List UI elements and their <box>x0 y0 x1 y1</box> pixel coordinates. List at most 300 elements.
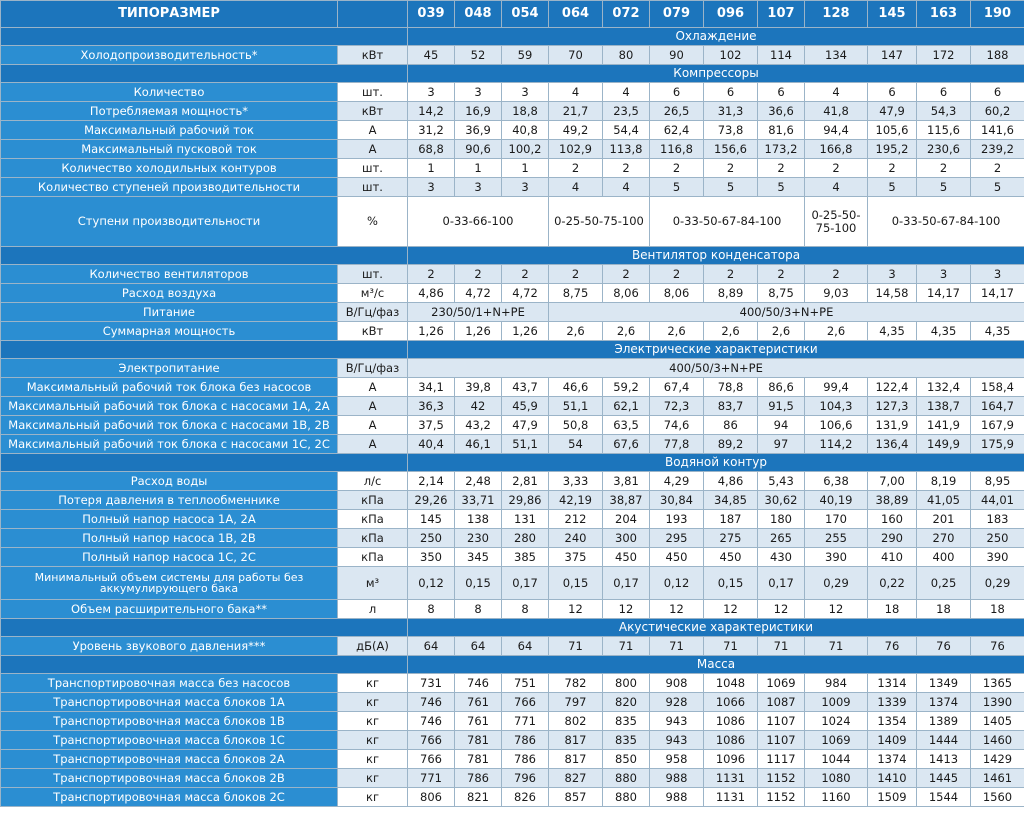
row-value: 33,71 <box>455 491 502 510</box>
row-value: 1131 <box>704 769 758 788</box>
row-value: 167,9 <box>971 416 1024 435</box>
row-value: 857 <box>549 788 603 807</box>
model-header: 079 <box>650 1 704 28</box>
table-row <box>1 140 1024 159</box>
table-row <box>1 769 1024 788</box>
table-row <box>1 637 1024 656</box>
row-value: 4,86 <box>408 284 455 303</box>
row-value: 1087 <box>758 693 805 712</box>
row-value: 45,9 <box>502 397 549 416</box>
row-label: Электропитание <box>1 359 338 378</box>
row-value: 766 <box>408 750 455 769</box>
row-value: 54,4 <box>603 121 650 140</box>
row-value: 797 <box>549 693 603 712</box>
row-value: 450 <box>650 548 704 567</box>
row-value: 1044 <box>805 750 868 769</box>
specification-table-body <box>1 1 1024 807</box>
row-value: 12 <box>549 600 603 619</box>
row-value: 2 <box>603 265 650 284</box>
row-value: 114 <box>758 46 805 65</box>
row-unit: кПа <box>338 548 408 567</box>
row-value: 1409 <box>868 731 917 750</box>
row-value: 64 <box>408 637 455 656</box>
row-value: 14,17 <box>971 284 1024 303</box>
row-value: 91,5 <box>758 397 805 416</box>
row-value: 817 <box>549 731 603 750</box>
row-value: 2,6 <box>549 322 603 341</box>
row-value: 400/50/3+N+PE <box>549 303 1024 322</box>
row-value: 18,8 <box>502 102 549 121</box>
row-value: 2,14 <box>408 472 455 491</box>
model-header: 145 <box>868 1 917 28</box>
row-label: Количество <box>1 83 338 102</box>
row-value: 250 <box>971 529 1024 548</box>
section-header-row <box>1 65 1024 83</box>
row-value: 2 <box>502 265 549 284</box>
row-value: 1086 <box>704 731 758 750</box>
row-value: 54 <box>549 435 603 454</box>
row-value: 34,85 <box>704 491 758 510</box>
row-value: 450 <box>603 548 650 567</box>
row-value: 31,3 <box>704 102 758 121</box>
row-value: 835 <box>603 731 650 750</box>
row-value: 375 <box>549 548 603 567</box>
row-unit: кПа <box>338 510 408 529</box>
row-unit: кг <box>338 712 408 731</box>
row-label: Потребляемая мощность* <box>1 102 338 121</box>
row-label: Транспортировочная масса блоков 2С <box>1 788 338 807</box>
row-value: 71 <box>603 637 650 656</box>
row-value: 54,3 <box>917 102 971 121</box>
row-label: Холодопроизводительность* <box>1 46 338 65</box>
row-value: 782 <box>549 674 603 693</box>
model-header: 048 <box>455 1 502 28</box>
section-title: Охлаждение <box>408 28 1024 46</box>
row-value: 2 <box>650 265 704 284</box>
row-label: Транспортировочная масса блоков 2А <box>1 750 338 769</box>
row-value: 132,4 <box>917 378 971 397</box>
row-label: Максимальный рабочий ток блока с насосами 1А, 2А <box>1 397 338 416</box>
row-value: 3 <box>455 83 502 102</box>
row-value: 78,8 <box>704 378 758 397</box>
row-value: 1544 <box>917 788 971 807</box>
row-value: 0,15 <box>455 567 502 600</box>
row-value: 1009 <box>805 693 868 712</box>
row-value: 1,26 <box>408 322 455 341</box>
model-header: 064 <box>549 1 603 28</box>
row-value: 4,86 <box>704 472 758 491</box>
row-value: 67,6 <box>603 435 650 454</box>
row-label: Максимальный рабочий ток <box>1 121 338 140</box>
row-value: 76 <box>971 637 1024 656</box>
row-value: 76 <box>868 637 917 656</box>
row-label: Количество вентиляторов <box>1 265 338 284</box>
row-value: 731 <box>408 674 455 693</box>
row-value: 4 <box>805 178 868 197</box>
row-value: 71 <box>805 637 868 656</box>
row-value: 2 <box>603 159 650 178</box>
row-value: 180 <box>758 510 805 529</box>
row-value: 781 <box>455 731 502 750</box>
row-label: Количество холодильных контуров <box>1 159 338 178</box>
row-value: 26,5 <box>650 102 704 121</box>
row-value: 1024 <box>805 712 868 731</box>
row-value: 51,1 <box>549 397 603 416</box>
row-value: 3,33 <box>549 472 603 491</box>
row-value: 4,35 <box>917 322 971 341</box>
row-value: 4 <box>549 178 603 197</box>
row-unit: А <box>338 397 408 416</box>
row-value: 4,35 <box>868 322 917 341</box>
row-unit: кг <box>338 674 408 693</box>
capacity-steps-group: 0-33-66-100 <box>408 197 549 247</box>
row-value: 115,6 <box>917 121 971 140</box>
row-value: 156,6 <box>704 140 758 159</box>
row-value: 147 <box>868 46 917 65</box>
row-value: 1461 <box>971 769 1024 788</box>
row-value: 746 <box>455 674 502 693</box>
row-value: 2 <box>758 159 805 178</box>
row-value: 102,9 <box>549 140 603 159</box>
row-unit: л <box>338 600 408 619</box>
row-value: 52 <box>455 46 502 65</box>
row-value: 1 <box>502 159 549 178</box>
row-value: 36,6 <box>758 102 805 121</box>
row-value: 183 <box>971 510 1024 529</box>
row-value: 7,00 <box>868 472 917 491</box>
row-value: 835 <box>603 712 650 731</box>
table-row <box>1 265 1024 284</box>
row-value: 230/50/1+N+PE <box>408 303 549 322</box>
row-value: 173,2 <box>758 140 805 159</box>
row-value: 8,19 <box>917 472 971 491</box>
row-value: 430 <box>758 548 805 567</box>
row-value: 0,12 <box>408 567 455 600</box>
row-value: 230,6 <box>917 140 971 159</box>
row-value: 46,1 <box>455 435 502 454</box>
row-value: 2 <box>549 265 603 284</box>
row-value: 0,25 <box>917 567 971 600</box>
row-unit: А <box>338 435 408 454</box>
row-unit: А <box>338 378 408 397</box>
row-value: 90,6 <box>455 140 502 159</box>
row-label: Транспортировочная масса блоков 1А <box>1 693 338 712</box>
row-value: 158,4 <box>971 378 1024 397</box>
row-value: 122,4 <box>868 378 917 397</box>
section-header-row <box>1 247 1024 265</box>
row-value: 230 <box>455 529 502 548</box>
row-value: 4 <box>603 178 650 197</box>
row-unit: кг <box>338 788 408 807</box>
row-value: 6 <box>704 83 758 102</box>
row-unit: кВт <box>338 46 408 65</box>
model-header: 039 <box>408 1 455 28</box>
row-value: 880 <box>603 788 650 807</box>
row-value: 114,2 <box>805 435 868 454</box>
row-value: 8 <box>408 600 455 619</box>
row-value: 1429 <box>971 750 1024 769</box>
row-unit: кПа <box>338 491 408 510</box>
row-value: 136,4 <box>868 435 917 454</box>
table-row <box>1 712 1024 731</box>
row-value: 295 <box>650 529 704 548</box>
row-value: 12 <box>704 600 758 619</box>
row-value: 89,2 <box>704 435 758 454</box>
row-value: 2 <box>549 159 603 178</box>
row-value: 45 <box>408 46 455 65</box>
section-header-spacer <box>1 619 408 637</box>
row-value: 2 <box>704 159 758 178</box>
table-row <box>1 491 1024 510</box>
section-header-spacer <box>1 341 408 359</box>
row-value: 193 <box>650 510 704 529</box>
row-unit: А <box>338 121 408 140</box>
row-value: 105,6 <box>868 121 917 140</box>
row-value: 0,12 <box>650 567 704 600</box>
row-value: 4 <box>603 83 650 102</box>
model-header: 163 <box>917 1 971 28</box>
table-row <box>1 159 1024 178</box>
row-value: 40,4 <box>408 435 455 454</box>
row-value: 1107 <box>758 712 805 731</box>
row-value: 201 <box>917 510 971 529</box>
row-value: 3 <box>455 178 502 197</box>
row-value: 62,1 <box>603 397 650 416</box>
row-value: 5,43 <box>758 472 805 491</box>
row-value: 345 <box>455 548 502 567</box>
row-value: 820 <box>603 693 650 712</box>
row-value: 6 <box>868 83 917 102</box>
row-value: 116,8 <box>650 140 704 159</box>
row-label: Транспортировочная масса без насосов <box>1 674 338 693</box>
row-value: 64 <box>455 637 502 656</box>
row-value: 170 <box>805 510 868 529</box>
row-unit: кг <box>338 750 408 769</box>
row-value: 1460 <box>971 731 1024 750</box>
row-value: 1374 <box>868 750 917 769</box>
row-value: 1389 <box>917 712 971 731</box>
row-value: 3 <box>502 83 549 102</box>
row-value: 2 <box>758 265 805 284</box>
section-header-row <box>1 28 1024 46</box>
row-value: 350 <box>408 548 455 567</box>
row-value: 42,19 <box>549 491 603 510</box>
row-unit: шт. <box>338 159 408 178</box>
row-value: 786 <box>455 769 502 788</box>
row-value: 72,3 <box>650 397 704 416</box>
row-value: 59 <box>502 46 549 65</box>
table-row <box>1 548 1024 567</box>
row-label: Ступени производительности <box>1 197 338 247</box>
section-title: Вентилятор конденсатора <box>408 247 1024 265</box>
header-unit <box>338 1 408 28</box>
header-label: ТИПОРАЗМЕР <box>1 1 338 28</box>
row-value: 1509 <box>868 788 917 807</box>
row-value: 77,8 <box>650 435 704 454</box>
row-value: 943 <box>650 712 704 731</box>
row-value: 204 <box>603 510 650 529</box>
table-row <box>1 600 1024 619</box>
row-value: 0,17 <box>603 567 650 600</box>
row-value: 2,6 <box>704 322 758 341</box>
row-value: 3,81 <box>603 472 650 491</box>
row-value: 240 <box>549 529 603 548</box>
row-value: 410 <box>868 548 917 567</box>
row-value: 0,22 <box>868 567 917 600</box>
row-unit: дБ(А) <box>338 637 408 656</box>
row-value: 786 <box>502 731 549 750</box>
row-label: Полный напор насоса 1С, 2С <box>1 548 338 567</box>
row-value: 1339 <box>868 693 917 712</box>
row-value: 1066 <box>704 693 758 712</box>
model-header: 096 <box>704 1 758 28</box>
row-value: 1131 <box>704 788 758 807</box>
row-value: 39,8 <box>455 378 502 397</box>
row-value: 41,05 <box>917 491 971 510</box>
row-value: 1445 <box>917 769 971 788</box>
row-value: 1,26 <box>455 322 502 341</box>
row-value: 160 <box>868 510 917 529</box>
row-value: 1086 <box>704 712 758 731</box>
row-label: Максимальный рабочий ток блока с насосами 1В, 2В <box>1 416 338 435</box>
row-label: Транспортировочная масса блоков 1В <box>1 712 338 731</box>
row-unit: м³ <box>338 567 408 600</box>
row-label: Расход воды <box>1 472 338 491</box>
row-value: 49,2 <box>549 121 603 140</box>
row-value: 131 <box>502 510 549 529</box>
section-title: Масса <box>408 656 1024 674</box>
table-row <box>1 416 1024 435</box>
row-value: 908 <box>650 674 704 693</box>
row-label: Расход воздуха <box>1 284 338 303</box>
row-value: 71 <box>704 637 758 656</box>
row-value: 8,75 <box>549 284 603 303</box>
table-row <box>1 435 1024 454</box>
row-value: 6 <box>971 83 1024 102</box>
row-value: 1354 <box>868 712 917 731</box>
section-title: Акустические характеристики <box>408 619 1024 637</box>
table-row <box>1 731 1024 750</box>
row-value: 280 <box>502 529 549 548</box>
row-value: 761 <box>455 693 502 712</box>
row-value: 83,7 <box>704 397 758 416</box>
row-value: 8 <box>455 600 502 619</box>
row-value: 97 <box>758 435 805 454</box>
row-value: 195,2 <box>868 140 917 159</box>
row-value: 806 <box>408 788 455 807</box>
row-value: 1 <box>455 159 502 178</box>
row-value: 71 <box>549 637 603 656</box>
row-value: 2 <box>868 159 917 178</box>
row-value: 166,8 <box>805 140 868 159</box>
row-value: 9,03 <box>805 284 868 303</box>
row-unit: шт. <box>338 178 408 197</box>
fan-power-supply-row <box>1 303 1024 322</box>
row-value: 21,7 <box>549 102 603 121</box>
row-value: 8,06 <box>650 284 704 303</box>
row-value: 36,9 <box>455 121 502 140</box>
row-value: 149,9 <box>917 435 971 454</box>
row-value: 74,6 <box>650 416 704 435</box>
row-value: 5 <box>650 178 704 197</box>
row-label: Суммарная мощность <box>1 322 338 341</box>
row-value: 44,01 <box>971 491 1024 510</box>
row-value: 766 <box>502 693 549 712</box>
table-row <box>1 529 1024 548</box>
model-header: 128 <box>805 1 868 28</box>
row-value: 34,1 <box>408 378 455 397</box>
row-value: 3 <box>971 265 1024 284</box>
row-value: 94 <box>758 416 805 435</box>
row-value: 5 <box>868 178 917 197</box>
row-value: 4,29 <box>650 472 704 491</box>
row-value: 6 <box>650 83 704 102</box>
row-value: 127,3 <box>868 397 917 416</box>
row-value: 138 <box>455 510 502 529</box>
section-header-row <box>1 454 1024 472</box>
row-unit: м³/с <box>338 284 408 303</box>
section-header-row <box>1 341 1024 359</box>
row-value: 4,72 <box>455 284 502 303</box>
row-value: 29,86 <box>502 491 549 510</box>
row-value: 51,1 <box>502 435 549 454</box>
row-value: 175,9 <box>971 435 1024 454</box>
row-unit: кВт <box>338 102 408 121</box>
row-value: 1365 <box>971 674 1024 693</box>
row-value: 3 <box>917 265 971 284</box>
row-value: 5 <box>758 178 805 197</box>
row-value: 1413 <box>917 750 971 769</box>
row-unit: л/с <box>338 472 408 491</box>
row-label: Максимальный рабочий ток блока с насосами 1С, 2С <box>1 435 338 454</box>
row-value: 38,89 <box>868 491 917 510</box>
row-value: 450 <box>704 548 758 567</box>
row-value: 81,6 <box>758 121 805 140</box>
table-row <box>1 121 1024 140</box>
row-value: 71 <box>650 637 704 656</box>
row-value: 8,06 <box>603 284 650 303</box>
row-value: 400/50/3+N+PE <box>408 359 1024 378</box>
row-value: 0,15 <box>549 567 603 600</box>
row-value: 826 <box>502 788 549 807</box>
table-row <box>1 322 1024 341</box>
row-label: Полный напор насоса 1А, 2А <box>1 510 338 529</box>
row-value: 14,17 <box>917 284 971 303</box>
row-value: 1390 <box>971 693 1024 712</box>
row-value: 746 <box>408 693 455 712</box>
row-value: 2,6 <box>805 322 868 341</box>
row-value: 41,8 <box>805 102 868 121</box>
row-value: 239,2 <box>971 140 1024 159</box>
row-value: 746 <box>408 712 455 731</box>
model-header: 072 <box>603 1 650 28</box>
row-value: 800 <box>603 674 650 693</box>
row-value: 2 <box>408 265 455 284</box>
row-value: 2,48 <box>455 472 502 491</box>
row-value: 71 <box>758 637 805 656</box>
capacity-steps-group: 0-33-50-67-84-100 <box>868 197 1024 247</box>
row-value: 73,8 <box>704 121 758 140</box>
row-value: 4,35 <box>971 322 1024 341</box>
row-value: 60,2 <box>971 102 1024 121</box>
capacity-steps-group: 0-25-50-75-100 <box>549 197 650 247</box>
row-value: 12 <box>603 600 650 619</box>
row-value: 850 <box>603 750 650 769</box>
row-value: 821 <box>455 788 502 807</box>
row-value: 18 <box>868 600 917 619</box>
row-label: Минимальный объем системы для работы без аккумулирующего бака <box>1 567 338 600</box>
row-value: 0,17 <box>502 567 549 600</box>
